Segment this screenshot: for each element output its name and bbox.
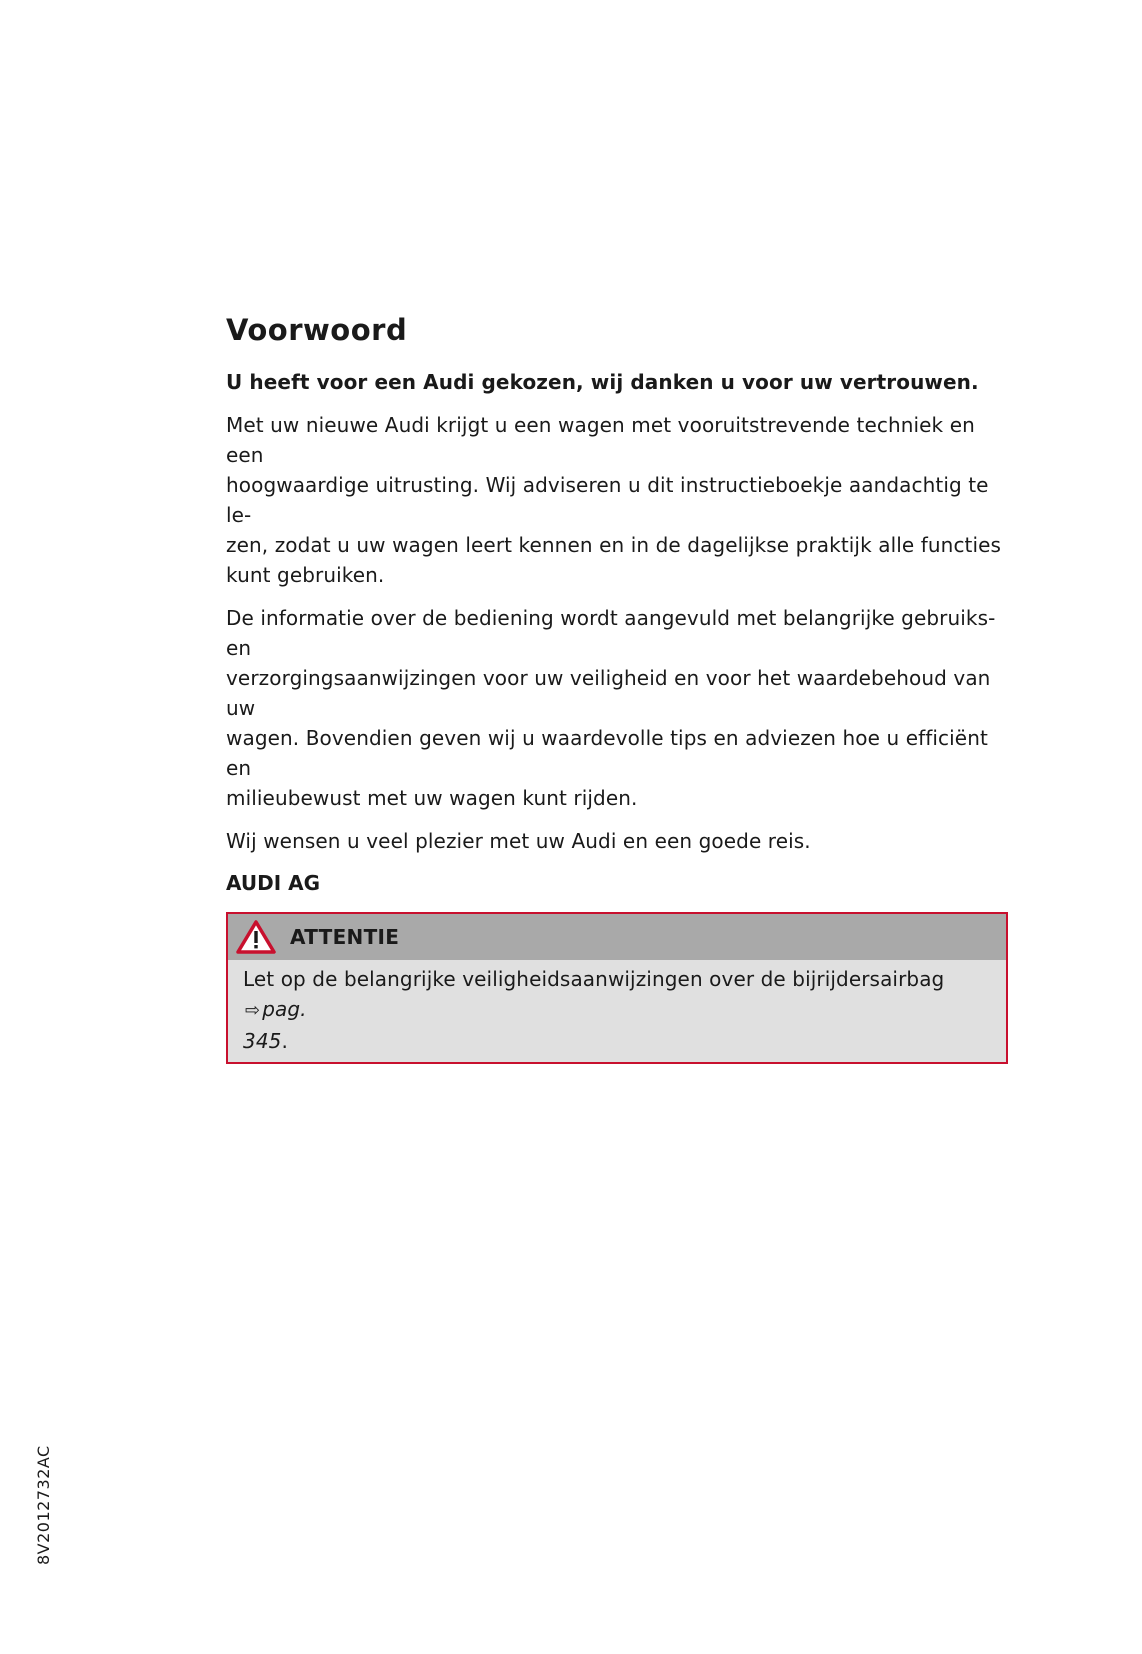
warning-body	[228, 960, 1006, 1062]
warning-triangle-icon	[236, 920, 276, 954]
paragraph-3	[226, 826, 1008, 856]
paragraph-1	[226, 410, 1008, 590]
warning-header	[228, 914, 1006, 960]
paragraph-line: Wij wensen u veel plezier met uw Audi en een goede reis.	[226, 829, 811, 853]
main-content	[226, 312, 1008, 1064]
warning-end: .	[281, 1029, 288, 1053]
arrow-right-icon: ⇨	[245, 1000, 261, 1021]
signature: AUDI AG	[226, 871, 321, 895]
page-title: Voorwoord	[226, 313, 408, 347]
paragraph-line: wagen. Bovendien geven wij u waardevolle tips en adviezen hoe u efficiënt en	[226, 726, 988, 780]
page-reference-label: pag.	[262, 997, 307, 1021]
paragraph-line: hoogwaardige uitrusting. Wij adviseren u dit instructieboekje aandachtig te le-	[226, 473, 989, 527]
paragraph-line: verzorgingsaanwijzingen voor uw veiligheid en voor het waardebehoud van uw	[226, 666, 991, 720]
document-number: 8V2012732AC	[34, 1445, 53, 1565]
paragraph-line: Met uw nieuwe Audi krijgt u een wagen met vooruitstrevende techniek en een	[226, 413, 975, 467]
warning-box	[226, 912, 1008, 1064]
page-reference-number: 345	[243, 1029, 282, 1053]
paragraph-line: zen, zodat u uw wagen leert kennen en in de dagelijkse praktijk alle functies	[226, 533, 1002, 557]
page-subtitle: U heeft voor een Audi gekozen, wij danken u voor uw vertrouwen.	[226, 370, 979, 394]
paragraph-2	[226, 603, 1008, 813]
paragraph-line: kunt gebruiken.	[226, 563, 385, 587]
paragraph-line: De informatie over de bediening wordt aangevuld met belangrijke gebruiks- en	[226, 606, 996, 660]
warning-title: ATTENTIE	[290, 925, 400, 949]
warning-text: Let op de belangrijke veiligheidsaanwijzingen over de bijrijdersairbag	[243, 967, 945, 991]
paragraph-line: milieubewust met uw wagen kunt rijden.	[226, 786, 638, 810]
